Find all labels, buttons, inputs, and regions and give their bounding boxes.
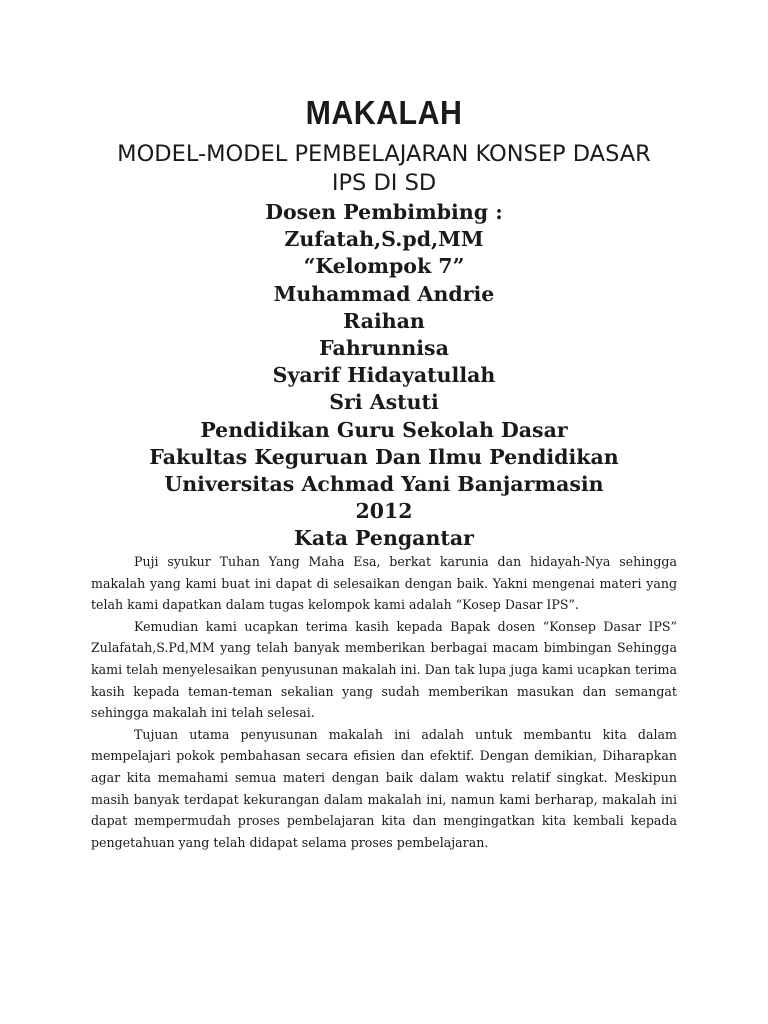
cover-info (0, 199, 768, 553)
page-title: MAKALAH (305, 94, 463, 131)
year: 2012 (355, 499, 413, 524)
member-name: Raihan (343, 308, 425, 333)
study-program: Pendidikan Guru Sekolah Dasar (200, 417, 568, 442)
supervisor-label: Dosen Pembimbing : (265, 200, 503, 224)
subtitle-line: IPS DI SD (331, 170, 437, 196)
member-name: Muhammad Andrie (273, 281, 495, 306)
document-subtitle (60, 140, 708, 198)
member-name: Sri Astuti (329, 390, 439, 415)
subtitle-line: MODEL-MODEL PEMBELAJARAN KONSEP DASAR (117, 141, 651, 167)
paragraph: Tujuan utama penyusunan makalah ini adalah untuk membantu kita dalam mempelajari pokok pembahasan secara efisien dan efektif. Dengan demikian, Diharapkan agar kita memahami semua materi dengan baik dalam waktu relatif singkat. Meskipun masih banyak terdapat kekurangan dalam makalah ini, namun kami berharap, makalah ini dapat mempermudah proses pembelajaran kita dan mengingatkan kita kembali kepada pengetahuan yang telah didapat selama proses pembelajaran. (91, 726, 677, 850)
section-heading: Kata Pengantar (294, 526, 474, 551)
paragraph: Puji syukur Tuhan Yang Maha Esa, berkat karunia dan hidayah-Nya sehingga makalah yang kami buat ini dapat di selesaikan dengan baik. Yakni mengenai materi yang telah kami dapatkan dalam tugas kelompok kami adalah “Kosep Dasar IPS”. (91, 554, 677, 613)
university-name: Universitas Achmad Yani Banjarmasin (164, 472, 604, 497)
member-name: Fahrunnisa (319, 336, 449, 361)
faculty-name: Fakultas Keguruan Dan Ilmu Pendidikan (149, 444, 619, 469)
foreword-body (91, 551, 677, 853)
paragraph: Kemudian kami ucapkan terima kasih kepada Bapak dosen “Konsep Dasar IPS” Zulafatah,S.Pd,MM yang telah banyak memberikan berbagai macam bimbingan Sehingga kami telah menyelesaikan penyusunan makalah ini. Dan tak lupa juga kami ucapkan terima kasih kepada teman-teman sekalian yang sudah memberikan masukan dan semangat sehingga makalah ini telah selesai. (91, 618, 677, 721)
supervisor-name: Zufatah,S.pd,MM (284, 227, 484, 252)
group-name: “Kelompok 7” (303, 254, 465, 279)
member-name: Syarif Hidayatullah (272, 363, 496, 388)
